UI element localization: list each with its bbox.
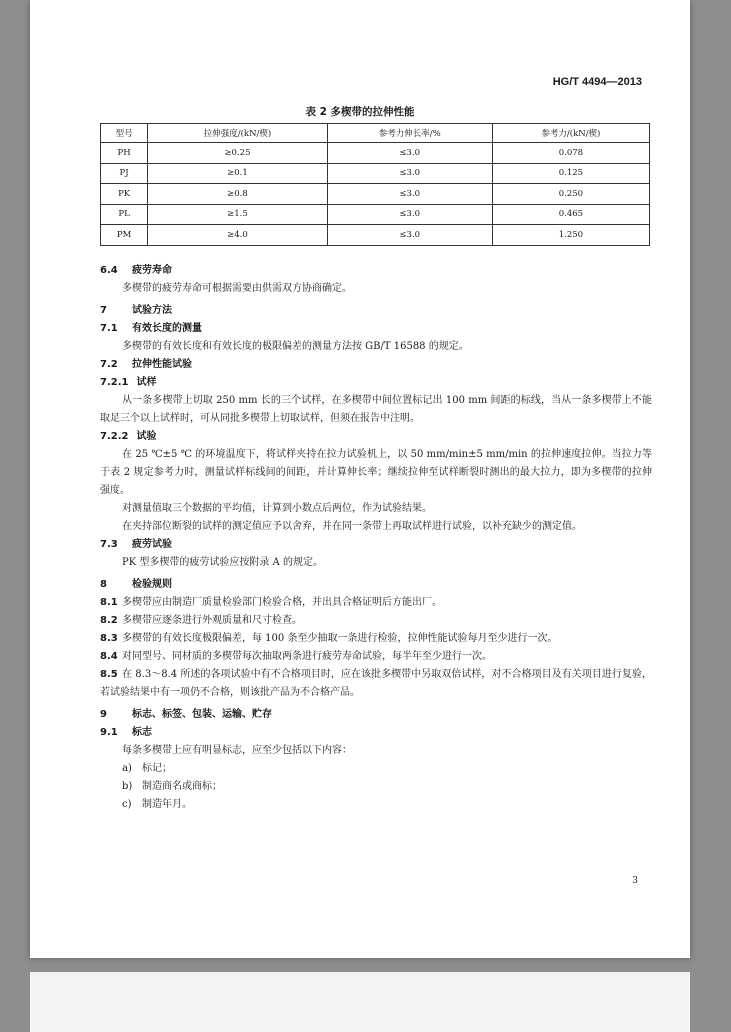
table-row — [101, 163, 650, 184]
clause-text: 对同型号、同材质的多楔带每次抽取两条进行疲劳寿命试验，每半年至少进行一次。 — [122, 651, 492, 662]
list-item — [100, 760, 652, 778]
clause-item — [100, 612, 652, 630]
paragraph: 多楔带的疲劳寿命可根据需要由供需双方协商确定。 — [122, 283, 352, 294]
list-item — [100, 778, 652, 796]
clause-number: 8.5 — [100, 669, 118, 680]
table-cell: 0.465 — [492, 204, 649, 225]
section-number: 9.1 — [100, 727, 118, 738]
table-cell: 0.078 — [492, 143, 649, 164]
page-number: 3 — [632, 876, 638, 886]
section-number: 7 — [100, 305, 107, 316]
section-heading — [100, 706, 652, 724]
paragraph: 每条多楔带上应有明显标志，应至少包括以下内容： — [122, 745, 352, 756]
list-item-text: 制造年月。 — [142, 799, 192, 810]
document-body — [100, 262, 652, 814]
clause-text: 在 8.3～8.4 所述的各项试验中有不合格项目时，应在该批多楔带中另取双倍试样，对不合格项目及有关项目进行复验，若试验结果中有一项仍不合格，则该批产品为不合格产品。 — [100, 669, 652, 698]
table-header-cell: 拉伸强度/(kN/楔) — [148, 124, 327, 143]
section-number: 8 — [100, 579, 107, 590]
section-title: 疲劳试验 — [132, 539, 172, 550]
next-page — [30, 972, 690, 1032]
table-cell: ≥4.0 — [148, 225, 327, 246]
section-heading — [100, 576, 652, 594]
clause-number: 8.1 — [100, 597, 118, 608]
section-title: 标志、标签、包装、运输、贮存 — [132, 709, 272, 720]
paragraph: 对测量值取三个数据的平均值，计算到小数点后两位，作为试验结果。 — [122, 503, 432, 514]
clause-item — [100, 594, 652, 612]
table-cell: PK — [101, 184, 148, 205]
section-title: 有效长度的测量 — [132, 323, 202, 334]
table-cell: ≤3.0 — [327, 204, 492, 225]
table-cell: ≥1.5 — [148, 204, 327, 225]
table-cell: PJ — [101, 163, 148, 184]
table-row — [101, 143, 650, 164]
section-heading — [100, 536, 652, 554]
section-heading — [100, 724, 652, 742]
list-item-text: 制造商名或商标； — [142, 781, 222, 792]
section-number: 7.2.2 — [100, 431, 129, 442]
table-cell: ≤3.0 — [327, 143, 492, 164]
table-cell: 0.125 — [492, 163, 649, 184]
section-number: 7.3 — [100, 539, 118, 550]
section-number: 7.2 — [100, 359, 118, 370]
table-row — [101, 204, 650, 225]
clause-text: 多楔带应由制造厂质量检验部门检验合格，并出具合格证明后方能出厂。 — [122, 597, 442, 608]
section-heading — [100, 428, 652, 446]
section-number: 6.4 — [100, 265, 118, 276]
clause-number: 8.3 — [100, 633, 118, 644]
section-title: 拉伸性能试验 — [132, 359, 192, 370]
clause-item — [100, 630, 652, 648]
table-header-row — [101, 124, 650, 143]
section-title: 试验 — [136, 431, 157, 442]
table-cell: 1.250 — [492, 225, 649, 246]
table-cell: 0.250 — [492, 184, 649, 205]
table-title: 表 2 多楔带的拉伸性能 — [305, 106, 415, 118]
table-cell: PM — [101, 225, 148, 246]
document-code: HG/T 4494—2013 — [552, 76, 642, 88]
section-heading — [100, 320, 652, 338]
section-number: 9 — [100, 709, 107, 720]
section-number: 7.2.1 — [100, 377, 129, 388]
table-header-cell: 型号 — [101, 124, 148, 143]
section-title: 试样 — [136, 377, 157, 388]
table-cell: PH — [101, 143, 148, 164]
clause-number: 8.2 — [100, 615, 118, 626]
paragraph: 在 25 ℃±5 ℃ 的环境温度下，将试样夹持在拉力试验机上，以 50 mm/min±5 mm/min 的拉伸速度拉伸。当拉力等于表 2 规定参考力时，测量试样标线间的间距，并计算伸长率；继续拉伸至试样断裂时测出的最大拉力，即为多楔带的拉伸强度。 — [100, 449, 652, 496]
section-title: 标志 — [132, 727, 152, 738]
section-heading — [100, 302, 652, 320]
table-header-cell: 参考力/(kN/楔) — [492, 124, 649, 143]
paragraph: PK 型多楔带的疲劳试验应按附录 A 的规定。 — [122, 557, 323, 568]
document-page — [30, 0, 690, 958]
table-cell: ≤3.0 — [327, 163, 492, 184]
clause-item — [100, 666, 652, 702]
table-cell: ≤3.0 — [327, 184, 492, 205]
paragraph: 多楔带的有效长度和有效长度的极限偏差的测量方法按 GB/T 16588 的规定。 — [122, 341, 469, 352]
section-number: 7.1 — [100, 323, 118, 334]
section-heading — [100, 262, 652, 280]
table-cell: ≥0.25 — [148, 143, 327, 164]
section-heading — [100, 356, 652, 374]
list-marker: a) — [122, 763, 132, 774]
list-marker: c) — [122, 799, 132, 810]
tensile-properties-table — [100, 123, 650, 246]
paragraph: 从一条多楔带上切取 250 mm 长的三个试样，在多楔带中间位置标记出 100 mm 间距的标线，当从一条多楔带上不能取足三个以上试样时，可从同批多楔带上切取试样，但须在报告中注明。 — [100, 395, 652, 424]
paragraph: 在夹持部位断裂的试样的测定值应予以舍弃，并在同一条带上再取试样进行试验，以补充缺少的测定值。 — [122, 521, 582, 532]
table-header-cell: 参考力伸长率/% — [327, 124, 492, 143]
table-cell: ≥0.8 — [148, 184, 327, 205]
section-title: 检验规则 — [132, 579, 172, 590]
table-cell: ≥0.1 — [148, 163, 327, 184]
table-cell: ≤3.0 — [327, 225, 492, 246]
list-item-text: 标记； — [142, 763, 172, 774]
clause-item — [100, 648, 652, 666]
clause-text: 多楔带应逐条进行外观质量和尺寸检查。 — [122, 615, 302, 626]
table-row — [101, 184, 650, 205]
table-row — [101, 225, 650, 246]
clause-number: 8.4 — [100, 651, 118, 662]
section-title: 试验方法 — [132, 305, 172, 316]
list-item — [100, 796, 652, 814]
list-marker: b) — [122, 781, 133, 792]
section-heading — [100, 374, 652, 392]
section-title: 疲劳寿命 — [132, 265, 172, 276]
table-cell: PL — [101, 204, 148, 225]
clause-text: 多楔带的有效长度极限偏差，每 100 条至少抽取一条进行检验，拉伸性能试验每月至少进行一次。 — [122, 633, 558, 644]
